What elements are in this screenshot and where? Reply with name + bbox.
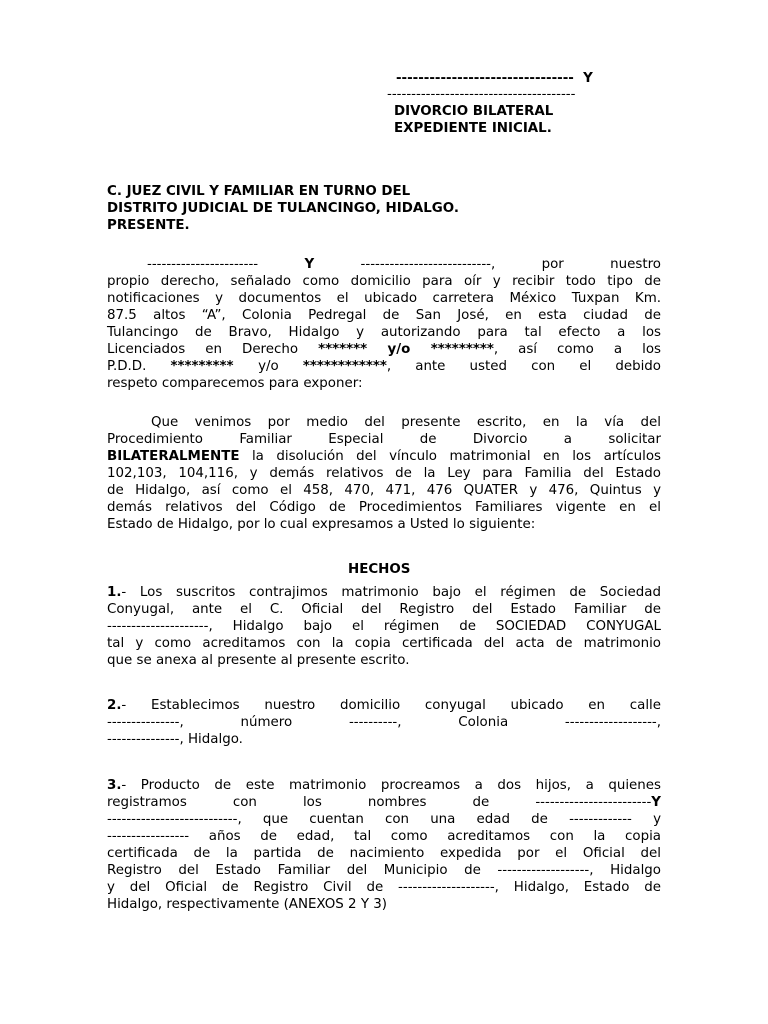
addressee-line-1: C. JUEZ CIVIL Y FAMILIAR EN TURNO DEL — [107, 184, 411, 199]
intro-line-7: P.D.D. ********* y/o ************, ante usted con el debido — [107, 359, 661, 374]
addressee-line-2: DISTRITO JUDICIAL DE TULANCINGO, HIDALGO. — [107, 201, 459, 216]
fact-3-line-7: y del Oficial de Registro Civil de --------------------, Hidalgo, Estado de — [107, 880, 661, 895]
intro-paragraph — [107, 256, 661, 392]
request-line-3: BILATERALMENTE la disolución del vínculo matrimonial en los artículos — [107, 449, 661, 464]
fact-2-line-3: ---------------, Hidalgo. — [107, 732, 243, 747]
facts-heading: HECHOS — [348, 562, 411, 577]
intro-line-5: Tulancingo de Bravo, Hidalgo y autorizando para tal efecto a los — [107, 325, 661, 340]
request-paragraph — [107, 414, 661, 533]
request-line-5: de Hidalgo, así como el 458, 470, 471, 476 QUATER y 476, Quintus y — [107, 483, 661, 498]
fact-3-line-1: 3.- Producto de este matrimonio procreamos a dos hijos, a quienes — [107, 778, 661, 793]
fact-1 — [107, 584, 661, 669]
intro-line-2: propio derecho, señalado como domicilio para oír y recibir todo tipo de — [107, 274, 661, 289]
intro-line-3: notificaciones y documentos el ubicado carretera México Tuxpan Km. — [107, 291, 661, 306]
request-line-7: Estado de Hidalgo, por lo cual expresamos a Usted lo siguiente: — [107, 517, 536, 532]
addressee-line-3: PRESENTE. — [107, 218, 190, 233]
parties-line-1: -------------------------------- Y — [396, 71, 593, 86]
request-line-6: demás relativos del Código de Procedimientos Familiares vigente en el — [107, 500, 661, 515]
fact-1-line-4: tal y como acreditamos con la copia certificada del acta de matrimonio — [107, 636, 661, 651]
fact-1-line-1: 1.- Los suscritos contrajimos matrimonio bajo el régimen de Sociedad — [107, 585, 661, 600]
fact-3-line-5: certificada de la partida de nacimiento expedida por el Oficial del — [107, 846, 661, 861]
parties-line-2: --------------------------------------- — [387, 87, 576, 102]
fact-3 — [107, 777, 661, 913]
fact-1-line-2: Conyugal, ante el C. Oficial del Registro del Estado Familiar de — [107, 602, 661, 617]
intro-line-1: ----------------------- Y ---------------------------, por nuestro — [147, 257, 661, 272]
fact-2-line-1: 2.- Establecimos nuestro domicilio conyugal ubicado en calle — [107, 698, 661, 713]
fact-3-line-6: Registro del Estado Familiar del Municipio de -------------------, Hidalgo — [107, 863, 661, 878]
fact-2 — [107, 697, 661, 748]
fact-1-line-5: que se anexa al presente al presente escrito. — [107, 653, 410, 668]
request-line-4: 102,103, 104,116, y demás relativos de la Ley para Familia del Estado — [107, 466, 661, 481]
fact-3-line-2: registramos con los nombres de ------------------------Y — [107, 795, 661, 810]
request-line-2: Procedimiento Familiar Especial de Divorcio a solicitar — [107, 432, 661, 447]
subject-title: DIVORCIO BILATERAL — [394, 104, 554, 119]
intro-line-4: 87.5 altos “A”, Colonia Pedregal de San José, en esta ciudad de — [107, 308, 661, 323]
fact-3-line-8: Hidalgo, respectivamente (ANEXOS 2 Y 3) — [107, 897, 387, 912]
request-line-1: Que venimos por medio del presente escrito, en la vía del — [151, 415, 661, 430]
fact-3-line-3: ---------------------------, que cuentan con una edad de ------------- y — [107, 812, 661, 827]
fact-2-line-2: ---------------, número ----------, Colonia -------------------, — [107, 715, 661, 730]
fact-1-line-3: ---------------------, Hidalgo bajo el régimen de SOCIEDAD CONYUGAL — [107, 619, 661, 634]
intro-line-8: respeto comparecemos para exponer: — [107, 376, 363, 391]
fact-3-line-4: ----------------- años de edad, tal como acreditamos con la copia — [107, 829, 661, 844]
intro-line-6: Licenciados en Derecho ******* y/o *********, así como a los — [107, 342, 661, 357]
file-title: EXPEDIENTE INICIAL. — [394, 121, 552, 136]
